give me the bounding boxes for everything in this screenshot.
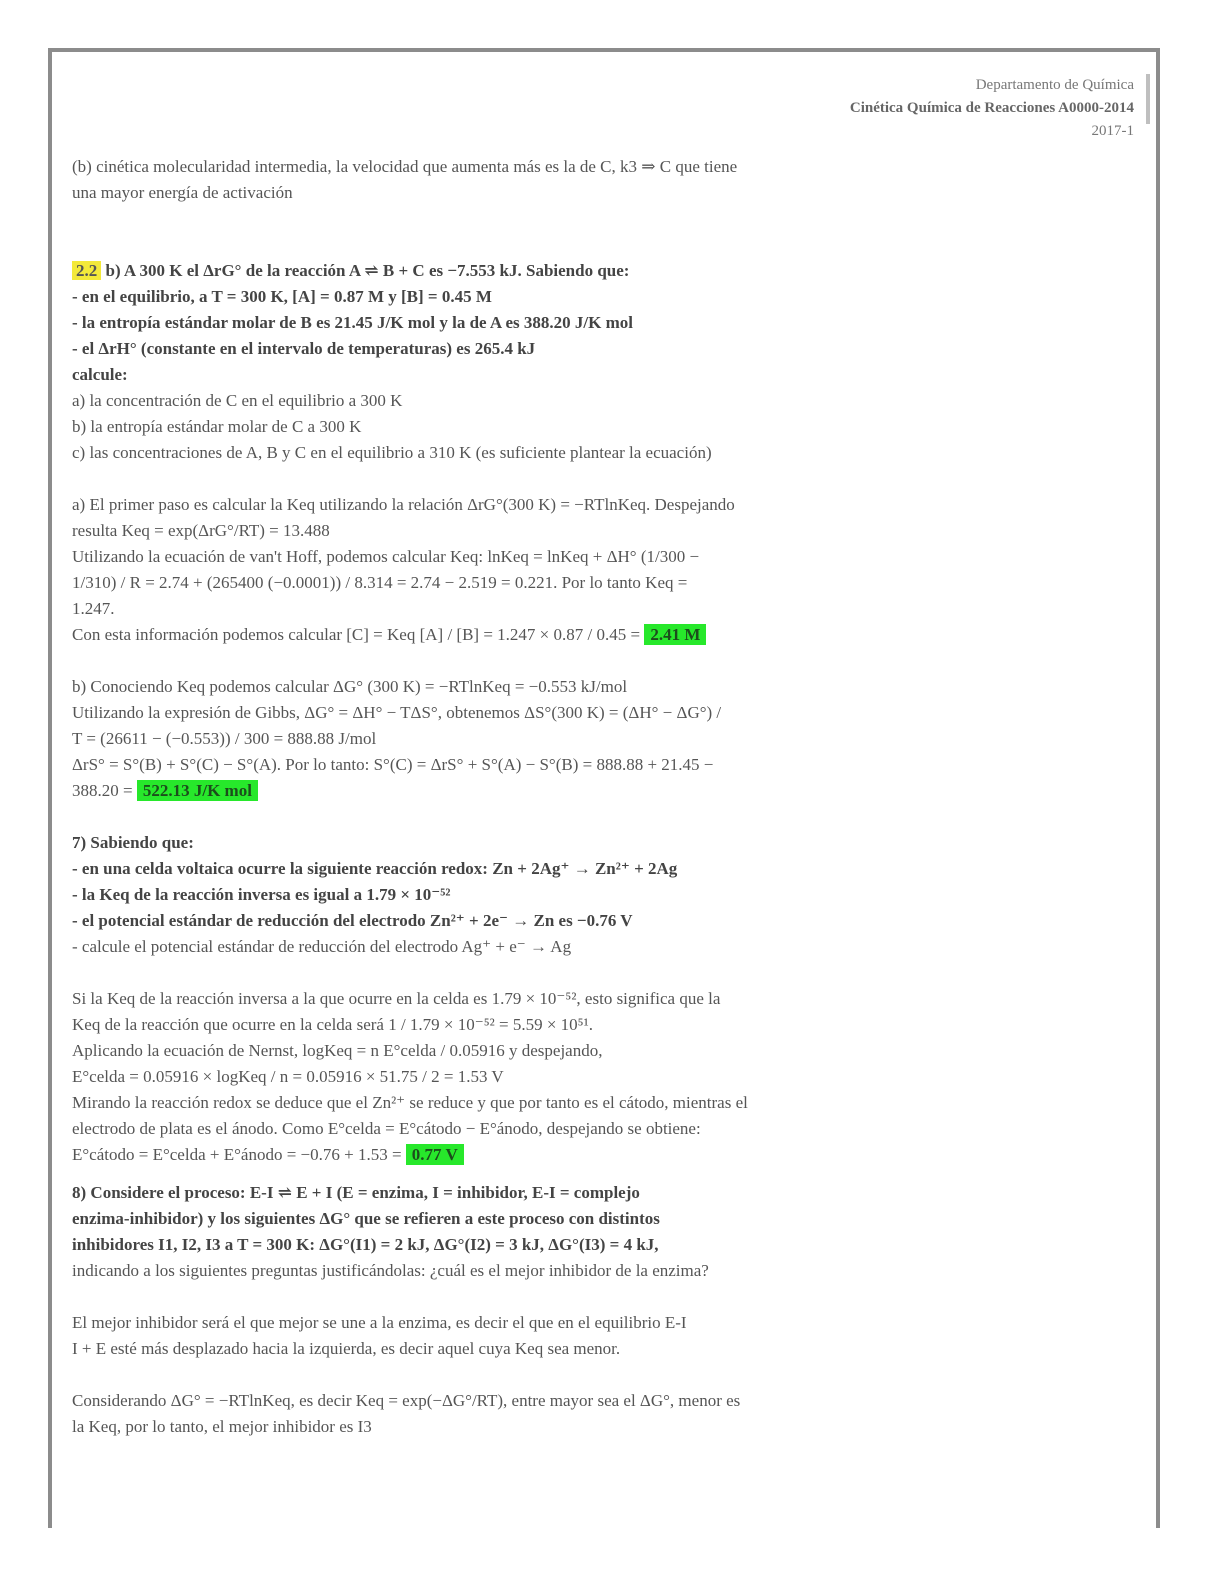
problem-bullet: - en una celda voltaica ocurre la siguiente reacción redox: Zn + 2Ag⁺ → Zn²⁺ + 2Ag (72, 859, 678, 878)
problem-bullet: - el ΔrH° (constante en el intervalo de temperaturas) es 265.4 kJ (72, 339, 536, 358)
problem-bullet: - calcule el potencial estándar de reducción del electrodo Ag⁺ + e⁻ → Ag (72, 937, 572, 956)
problem-title: 7) Sabiendo que: (72, 833, 194, 852)
solution-line: 388.20 = 522.13 J/K mol (72, 778, 1140, 804)
problem-bullet: - la Keq de la reacción inversa es igual a 1.79 × 10⁻⁵² (72, 885, 451, 904)
solution-line: T = (26611 − (−0.553)) / 300 = 888.88 J/mol (72, 729, 377, 748)
solution-line: E°celda = 0.05916 × logKeq / n = 0.05916 × 51.75 / 2 = 1.53 V (72, 1067, 504, 1086)
solution-line: Utilizando la expresión de Gibbs, ΔG° = ΔH° − TΔS°, obtenemos ΔS°(300 K) = (ΔH° − ΔG°) / (72, 703, 722, 722)
problem-calc-label: calcule: (72, 365, 128, 384)
header-department: Departamento de Química (975, 77, 1134, 93)
solution-line: ΔrS° = S°(B) + S°(C) − S°(A). Por lo tanto: S°(C) = ΔrS° + S°(A) − S°(B) = 888.88 + 21.45 − (72, 755, 714, 774)
intro-line: (b) cinética molecularidad intermedia, la velocidad que aumenta más es la de C, k3 ⇒ C que tiene (72, 157, 738, 176)
solution-line: 1/310) / R = 2.74 + (265400 (−0.0001)) / 8.314 = 2.74 − 2.519 = 0.221. Por lo tanto Keq = (72, 573, 688, 592)
question-item: c) las concentraciones de A, B y C en el equilibrio a 310 K (es suficiente plantear la ecuación) (72, 443, 712, 462)
solution-line: electrodo de plata es el ánodo. Como E°celda = E°cátodo − E°ánodo, despejando se obtiene: (72, 1119, 701, 1138)
question-item: b) la entropía estándar molar de C a 300 K (72, 417, 362, 436)
solution-line: Aplicando la ecuación de Nernst, logKeq = n E°celda / 0.05916 y despejando, (72, 1041, 603, 1060)
header-term: 2017-1 (1091, 123, 1134, 139)
header-course: Cinética Química de Reacciones A0000-2014 (849, 100, 1134, 116)
highlighted-answer: 522.13 J/K mol (137, 780, 258, 801)
problem-title: 8) Considere el proceso: E-I ⇌ E + I (E = enzima, I = inhibidor, E-I = complejo (72, 1183, 640, 1202)
problem-title-text: b) A 300 K el ΔrG° de la reacción A ⇌ B + C es −7.553 kJ. Sabiendo que: (105, 261, 630, 280)
solution-line: 1.247. (72, 599, 115, 618)
problem-bullet: - el potencial estándar de reducción del electrodo Zn²⁺ + 2e⁻ → Zn es −0.76 V (72, 911, 633, 930)
document-body (72, 154, 1140, 1440)
intro-line: una mayor energía de activación (72, 183, 293, 202)
solution-line: Considerando ΔG° = −RTlnKeq, es decir Keq = exp(−ΔG°/RT), entre mayor sea el ΔG°, menor es (72, 1391, 741, 1410)
solution-line: Mirando la reacción redox se deduce que el Zn²⁺ se reduce y que por tanto es el cátodo, mientras el (72, 1093, 748, 1112)
solution-line: a) El primer paso es calcular la Keq utilizando la relación ΔrG°(300 K) = −RTlnKeq. Despejando (72, 495, 735, 514)
problem-title: inhibidores I1, I2, I3 a T = 300 K: ΔG°(I1) = 2 kJ, ΔG°(I2) = 3 kJ, ΔG°(I3) = 4 kJ, (72, 1235, 659, 1254)
question-item: a) la concentración de C en el equilibrio a 300 K (72, 391, 403, 410)
document-page (48, 48, 1160, 1528)
header-marker (1146, 74, 1150, 124)
problem-number-tag: 2.2 (72, 261, 101, 280)
question-item: indicando a los siguientes preguntas justificándolas: ¿cuál es el mejor inhibidor de la enzima? (72, 1261, 709, 1280)
problem-bullet: - en el equilibrio, a T = 300 K, [A] = 0.87 M y [B] = 0.45 M (72, 287, 492, 306)
solution-line: resulta Keq = exp(ΔrG°/RT) = 13.488 (72, 521, 330, 540)
highlighted-answer: 0.77 V (406, 1144, 464, 1165)
problem-title: enzima-inhibidor) y los siguientes ΔG° que se refieren a este proceso con distintos (72, 1209, 660, 1228)
page-header (850, 74, 1134, 143)
problem-bullet: - la entropía estándar molar de B es 21.45 J/K mol y la de A es 388.20 J/K mol (72, 313, 633, 332)
solution-line: Si la Keq de la reacción inversa a la que ocurre en la celda es 1.79 × 10⁻⁵², esto significa que la (72, 989, 721, 1008)
solution-line: El mejor inhibidor será el que mejor se une a la enzima, es decir el que en el equilibrio E-I (72, 1313, 687, 1332)
problem-title (72, 258, 1140, 284)
solution-line: Keq de la reacción que ocurre en la celda será 1 / 1.79 × 10⁻⁵² = 5.59 × 10⁵¹. (72, 1015, 593, 1034)
solution-line: la Keq, por lo tanto, el mejor inhibidor es I3 (72, 1417, 372, 1436)
solution-line: I + E esté más desplazado hacia la izquierda, es decir aquel cuya Keq sea menor. (72, 1339, 621, 1358)
highlighted-answer: 2.41 M (644, 624, 706, 645)
solution-line: Utilizando la ecuación de van't Hoff, podemos calcular Keq: lnKeq = lnKeq + ΔH° (1/300 − (72, 547, 700, 566)
solution-line: Con esta información podemos calcular [C] = Keq [A] / [B] = 1.247 × 0.87 / 0.45 = 2.41 M (72, 622, 1140, 648)
solution-line: E°cátodo = E°celda + E°ánodo = −0.76 + 1.53 = 0.77 V (72, 1142, 1140, 1168)
solution-line: b) Conociendo Keq podemos calcular ΔG° (300 K) = −RTlnKeq = −0.553 kJ/mol (72, 677, 628, 696)
